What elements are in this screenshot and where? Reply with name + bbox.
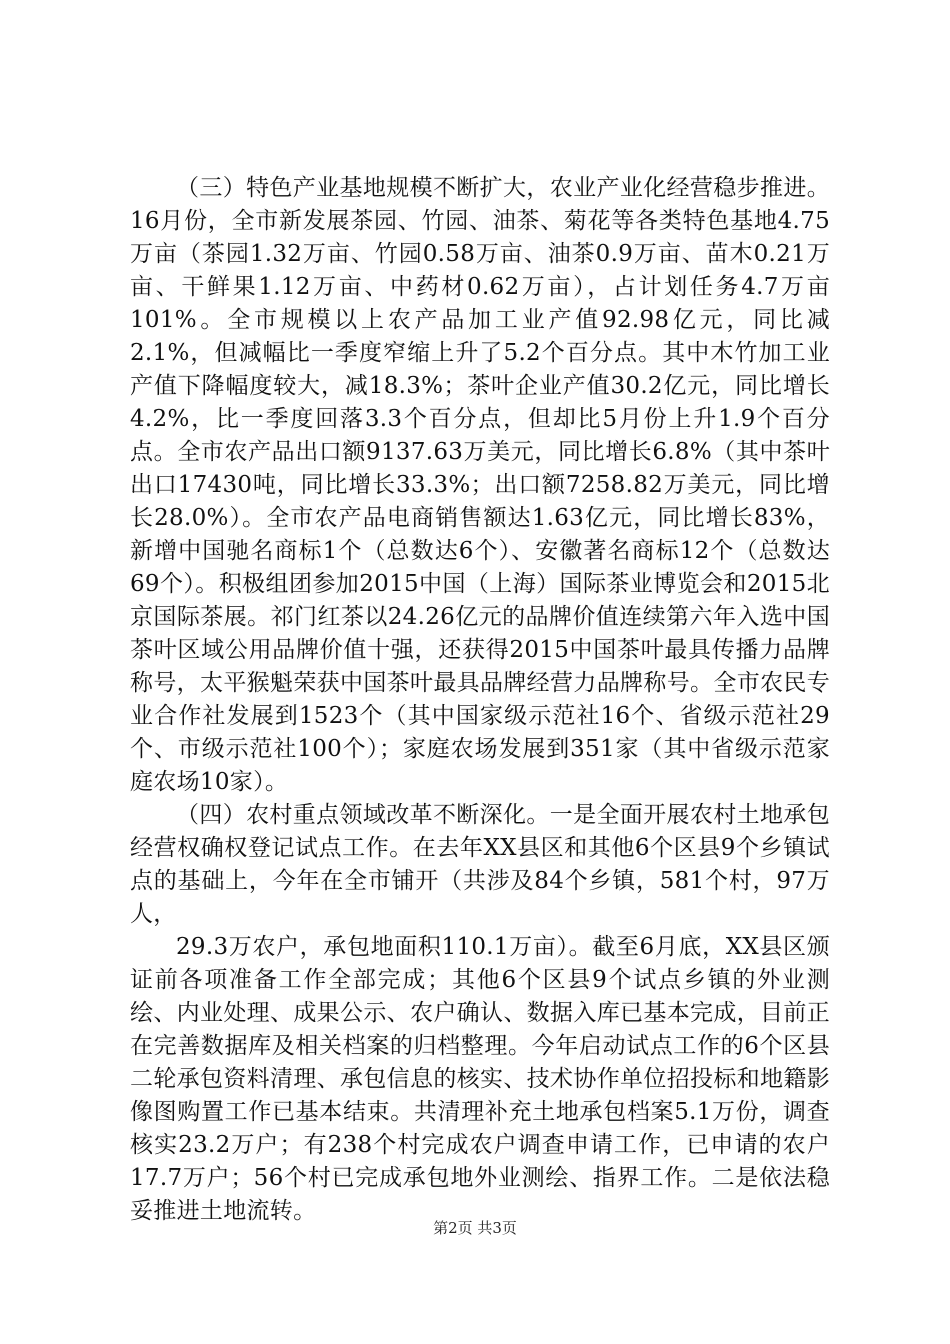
page-footer: 第2页 共3页 — [433, 1219, 517, 1237]
paragraph-four: （四）农村重点领域改革不断深化。一是全面开展农村土地承包经营权确权登记试点工作。在去年XX县区和其他6个区县9个乡镇试点的基础上，今年在全市铺开（共涉及84个乡镇，581个村，97万人， — [130, 802, 830, 927]
paragraph-three: （三）特色产业基地规模不断扩大，农业产业化经营稳步推进。16月份，全市新发展茶园、竹园、油茶、菊花等各类特色基地4.75万亩（茶园1.32万亩、竹园0.58万亩、油茶0.9万亩、苗木0.21万亩、干鲜果1.12万亩、中药材0.62万亩），占计划任务4.7万亩101%。全市规模以上农产品加工业产值92.98亿元，同比减2.1%，但减幅比一季度窄缩上升了5.2个百分点。其中木竹加工业产值下降幅度较大，减18.3%；茶叶企业产值30.2亿元，同比增长4.2%，比一季度回落3.3个百分点，但却比5月份上升1.9个百分点。全市农产品出口额9137.63万美元，同比增长6.8%（其中茶叶出口17430吨，同比增长33.3%；出口额7258.82万美元，同比增长28.0%）。全市农产品电商销售额达1.63亿元，同比增长83%，新增中国驰名商标1个（总数达6个）、安徽著名商标12个（总数达69个）。积极组团参加2015中国（上海）国际茶业博览会和2015北京国际茶展。祁门红茶以24.26亿元的品牌价值连续第六年入选中国茶叶区域公用品牌价值十强，还获得2015中国茶叶最具传播力品牌称号，太平猴魁荣获中国茶叶最具品牌经营力品牌称号。全市农民专业合作社发展到1523个（其中国家级示范社16个、省级示范社29个、市级示范社100个）；家庭农场发展到351家（其中省级示范家庭农场10家）。 — [130, 175, 830, 795]
document-body — [130, 172, 830, 1228]
paragraph-continuation: 29.3万农户，承包地面积110.1万亩）。截至6月底，XX县区颁证前各项准备工作全部完成；其他6个区县9个试点乡镇的外业测绘、内业处理、成果公示、农户确认、数据入库已基本完成，目前正在完善数据库及相关档案的归档整理。今年启动试点工作的6个区县二轮承包资料清理、承包信息的核实、技术协作单位招投标和地籍影像图购置工作已基本结束。共清理补充土地承包档案5.1万份，调查核实23.2万户；有238个村完成农户调查申请工作，已申请的农户17.7万户；56个村已完成承包地外业测绘、指界工作。二是依法稳妥推进土地流转。 — [130, 934, 830, 1224]
